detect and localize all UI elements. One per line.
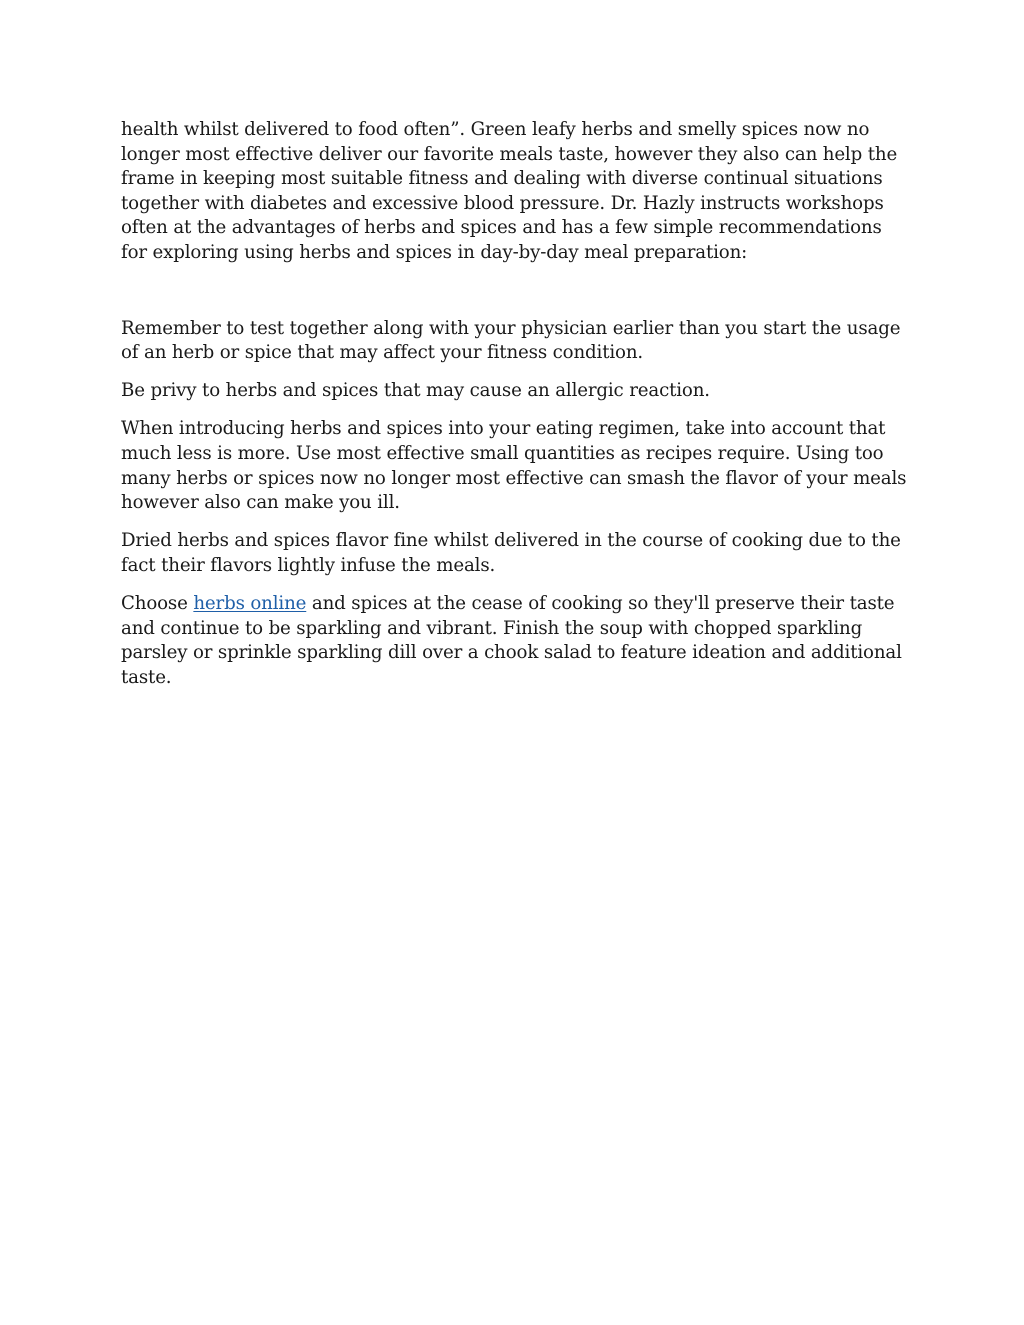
tip-paragraph-less-is-more: When introducing herbs and spices into your eating regimen, take into account that much less is more. Use most effective small quantities as recipes require. Using too many herbs or spices now no longer most effective can smash the flavor of your meals however also can make you ill. xyxy=(121,418,907,514)
final-tip-prefix: Choose xyxy=(121,592,194,614)
document-page xyxy=(121,118,911,690)
tip-paragraph-fresh-herbs xyxy=(121,592,911,690)
tip-paragraph-allergy: Be privy to herbs and spices that may cause an allergic reaction. xyxy=(121,380,710,402)
intro-paragraph: health whilst delivered to food often”. Green leafy herbs and smelly spices now no longer most effective deliver our favorite meals taste, however they also can help the frame in keeping most suitable fitness and dealing with diverse continual situations together with diabetes and excessive blood pressure. Dr. Hazly instructs workshops often at the advantages of herbs and spices and has a few simple recommendations for exploring using herbs and spices in day-by-day meal preparation: xyxy=(121,119,898,263)
tip-paragraph-consult-physician: Remember to test together along with your physician earlier than you start the usage of an herb or spice that may affect your fitness condition. xyxy=(121,317,901,364)
herbs-online-link[interactable]: herbs online xyxy=(193,592,307,614)
tip-paragraph-dried-herbs: Dried herbs and spices flavor fine whilst delivered in the course of cooking due to the fact their flavors lightly infuse the meals. xyxy=(121,530,901,576)
final-tip-suffix: and spices at the cease of cooking so they'll preserve their taste and continue to be sparkling and vibrant. Finish the soup with chopped sparkling parsley or sprinkle sparkling dill over a chook salad to feature ideation and additional taste. xyxy=(121,592,902,688)
